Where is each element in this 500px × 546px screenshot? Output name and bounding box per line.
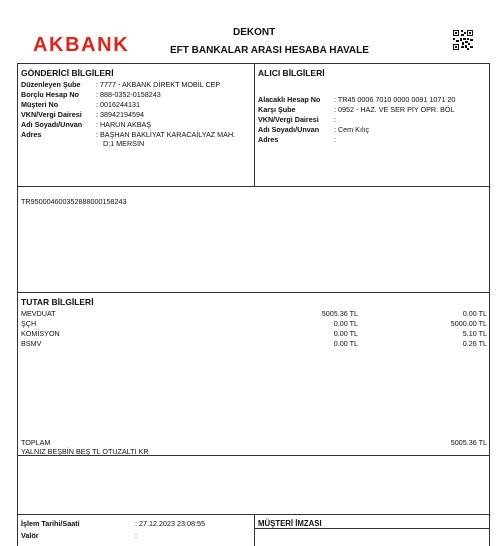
divider [18,292,489,293]
sender-label: Adı Soyadı/Unvan [21,120,83,129]
sender-address-line2: D:1 MERSİN [103,139,145,148]
receiver-value: : 0952 - HAZ. VE SER PİY OPR. BÖL [334,105,455,114]
sender-value: : 7777 - AKBANK DİREKT MOBİL CEP [96,80,221,89]
amount-value: 5.10 TL [462,329,487,338]
divider [254,514,255,546]
reference-number: TR950004600352888000158243 [21,197,127,206]
amount-value: 0.00 TL [333,319,358,328]
transaction-date-label: İşlem Tarihi/Saati [21,519,80,528]
amount-value: 0.00 TL [462,309,487,318]
amount-in-words: YALNIZ BEŞBİN BEŞ TL OTUZALTI KR [21,447,149,456]
total-value: 5005.36 TL [450,438,487,447]
amount-label: ŞÇH [21,319,37,328]
receiver-label: Adı Soyadı/Unvan [258,125,320,134]
amount-value: 0.26 TL [462,339,487,348]
sender-value: : 0016244131 [96,100,140,109]
document-subtitle: EFT BANKALAR ARASI HESABA HAVALE [170,45,369,56]
valor-value: : [135,531,137,540]
bank-logo: AKBANK [33,34,130,56]
receiver-value: : [334,115,336,124]
sender-label: Müşteri No [21,100,59,109]
sender-label: Adres [21,130,42,139]
document-title: DEKONT [233,27,276,38]
transaction-date-value: : 27.12.2023 23:08:55 [135,519,205,528]
receiver-label: Adres [258,135,279,144]
amount-value: 0.00 TL [333,339,358,348]
sender-label: VKN/Vergi Dairesi [21,110,82,119]
receipt-header [0,0,500,62]
sender-section-title: GÖNDERİCİ BİLGİLERİ [21,68,114,78]
sender-value: : HARUN AKBAŞ [96,120,152,129]
divider [18,186,489,187]
receiver-value: : [334,135,336,144]
qr-code-icon [453,30,473,50]
sender-value: : 888-0352-0158243 [96,90,161,99]
amount-value: 5000.00 TL [450,319,487,328]
receiver-section-title: ALICI BİLGİLERİ [258,68,325,78]
receiver-value: : TR45 0006 7010 0000 0091 1071 20 [334,95,456,104]
total-label: TOPLAM [21,438,51,447]
customer-signature-label: MÜŞTERİ İMZASI [258,519,322,528]
receiver-label: Karşı Şube [258,105,296,114]
receiver-value: : Cem Kılıç [334,125,370,134]
receipt-frame [17,63,490,546]
sender-label: Düzenleyen Şube [21,80,81,89]
sender-value: : 38942194594 [96,110,144,119]
amount-value: 0.00 TL [333,329,358,338]
amount-label: BSMV [21,339,42,348]
amounts-section-title: TUTAR BİLGİLERİ [21,297,94,307]
amount-label: KOMİSYON [21,329,60,338]
amount-value: 5005.36 TL [321,309,358,318]
sender-label: Borçlu Hesap No [21,90,79,99]
receiver-label: Alacaklı Hesap No [258,95,321,104]
receiver-label: VKN/Vergi Dairesi [258,115,319,124]
sender-value: : BAŞHAN BAKLİYAT KARACAİLYAZ MAH. [96,130,236,139]
divider [254,64,255,186]
divider [254,528,489,529]
amount-label: MEVDUAT [21,309,56,318]
valor-label: Valör [21,531,39,540]
